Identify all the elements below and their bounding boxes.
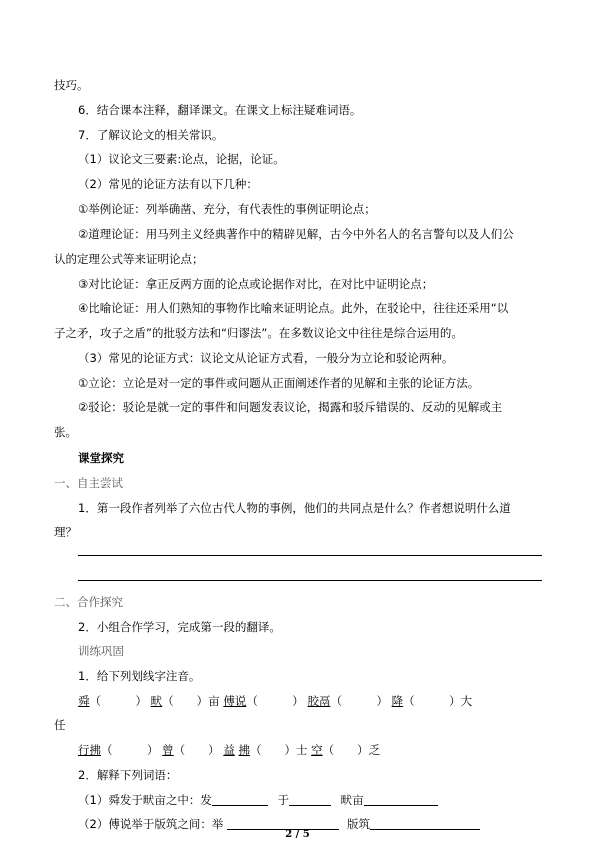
question-text: 理？ <box>54 525 77 539</box>
pinyin-blank[interactable]: （ ） <box>101 743 159 757</box>
pinyin-word: 曾 <box>162 743 174 757</box>
pinyin-blank[interactable]: （ ） <box>246 694 304 708</box>
answer-line[interactable] <box>78 555 542 556</box>
explain-label: 畎亩 <box>340 793 364 807</box>
answer-line[interactable] <box>78 580 542 581</box>
question-text: 1．第一段作者列举了六位古代人物的事例，他们的共同点是什么？作者想说明什么道 <box>78 501 511 515</box>
text-line: ②道理论证：用马列主义经典著作中的精辟见解，古今中外名人的名言警句以及人们公 <box>78 227 514 241</box>
text-line: ②驳论：驳论是就一定的事件和问题发表议论，揭露和驳斥错误的、反动的见解或主 <box>78 400 503 414</box>
pinyin-blank[interactable]: （ ） <box>330 694 388 708</box>
pinyin-word: 行拂 <box>78 743 101 757</box>
plain-char: 士 <box>295 743 308 757</box>
pinyin-word: 舜 <box>78 694 90 708</box>
text-line: 张。 <box>54 425 77 439</box>
text-line: ④比喻论证：用人们熟知的事物作比喻来证明论点。此外，在驳论中，往往还采用“以 <box>78 301 509 315</box>
pinyin-blank[interactable]: （ ） <box>89 694 147 708</box>
pinyin-row-2 <box>78 742 380 758</box>
pinyin-word: 胶鬲 <box>307 694 331 708</box>
pinyin-word: 畎 <box>150 694 163 708</box>
pinyin-word: 空 <box>311 743 323 757</box>
text-line: （1）议论文三要素:论点，论据，论证。 <box>78 152 285 166</box>
question-text: 1．给下列划线字注音。 <box>78 669 201 683</box>
text-line: 子之矛，攻子之盾”的批驳方法和“归谬法”。在多数议论文中往往是综合运用的。 <box>54 326 463 340</box>
answer-blank[interactable] <box>364 793 438 806</box>
page-number: 2 / 5 <box>285 829 310 840</box>
text-line: ①立论：立论是对一定的事件或问题从正面阐述作者的见解和主张的论证方法。 <box>78 376 480 390</box>
part2-heading: 二、合作探究 <box>54 595 123 609</box>
explain-label: 版筑 <box>346 817 370 831</box>
answer-blank[interactable] <box>289 793 331 806</box>
text-line: 任 <box>54 718 66 732</box>
explain-label: 于 <box>277 793 289 807</box>
text-line: ①举例论证：列举确凿、充分，有代表性的事例证明论点； <box>78 202 376 216</box>
question-text: 2．解释下列词语： <box>78 768 178 782</box>
practice-heading: 训练巩固 <box>78 644 124 658</box>
section-title: 课堂探究 <box>78 451 124 465</box>
text-line: 认的定理公式等来证明论点； <box>54 252 204 266</box>
question-text: 2．小组合作学习，完成第一段的翻译。 <box>78 620 281 634</box>
pinyin-blank[interactable]: （ ） <box>249 743 296 757</box>
pinyin-blank[interactable]: （ ） <box>173 743 220 757</box>
pinyin-blank[interactable]: （ ） <box>403 694 461 708</box>
text-line: 6．结合课本注释，翻译课文。在课文上标注疑难词语。 <box>78 103 362 117</box>
plain-char: 大 <box>460 694 473 708</box>
pinyin-word: 拂 <box>238 743 250 757</box>
explain-label: （2）傅说举于版筑之间：举 <box>78 817 224 831</box>
pinyin-blank[interactable]: （ ） <box>322 743 369 757</box>
pinyin-blank[interactable]: （ ） <box>162 694 209 708</box>
pinyin-word: 益 <box>223 743 235 757</box>
explain-row-1 <box>78 792 438 808</box>
pinyin-word: 降 <box>391 694 404 708</box>
explain-label: （1）舜发于畎亩之中：发 <box>78 793 212 807</box>
pinyin-row-1 <box>78 693 472 709</box>
text-line: 7．了解议论文的相关常识。 <box>78 128 224 142</box>
text-line: （2）常见的论证方法有以下几种： <box>78 177 258 191</box>
plain-char: 亩 <box>208 694 220 708</box>
answer-blank[interactable] <box>212 793 268 806</box>
pinyin-word: 傅说 <box>223 694 247 708</box>
text-line: （3）常见的论证方式：议论文从论证方式看，一般分为立论和驳论两种。 <box>78 351 454 365</box>
plain-char: 乏 <box>368 743 381 757</box>
text-line: 技巧。 <box>54 78 89 92</box>
text-line: ③对比论证：拿正反两方面的论点或论据作对比，在对比中证明论点； <box>78 277 434 291</box>
part1-heading: 一、自主尝试 <box>54 476 123 490</box>
